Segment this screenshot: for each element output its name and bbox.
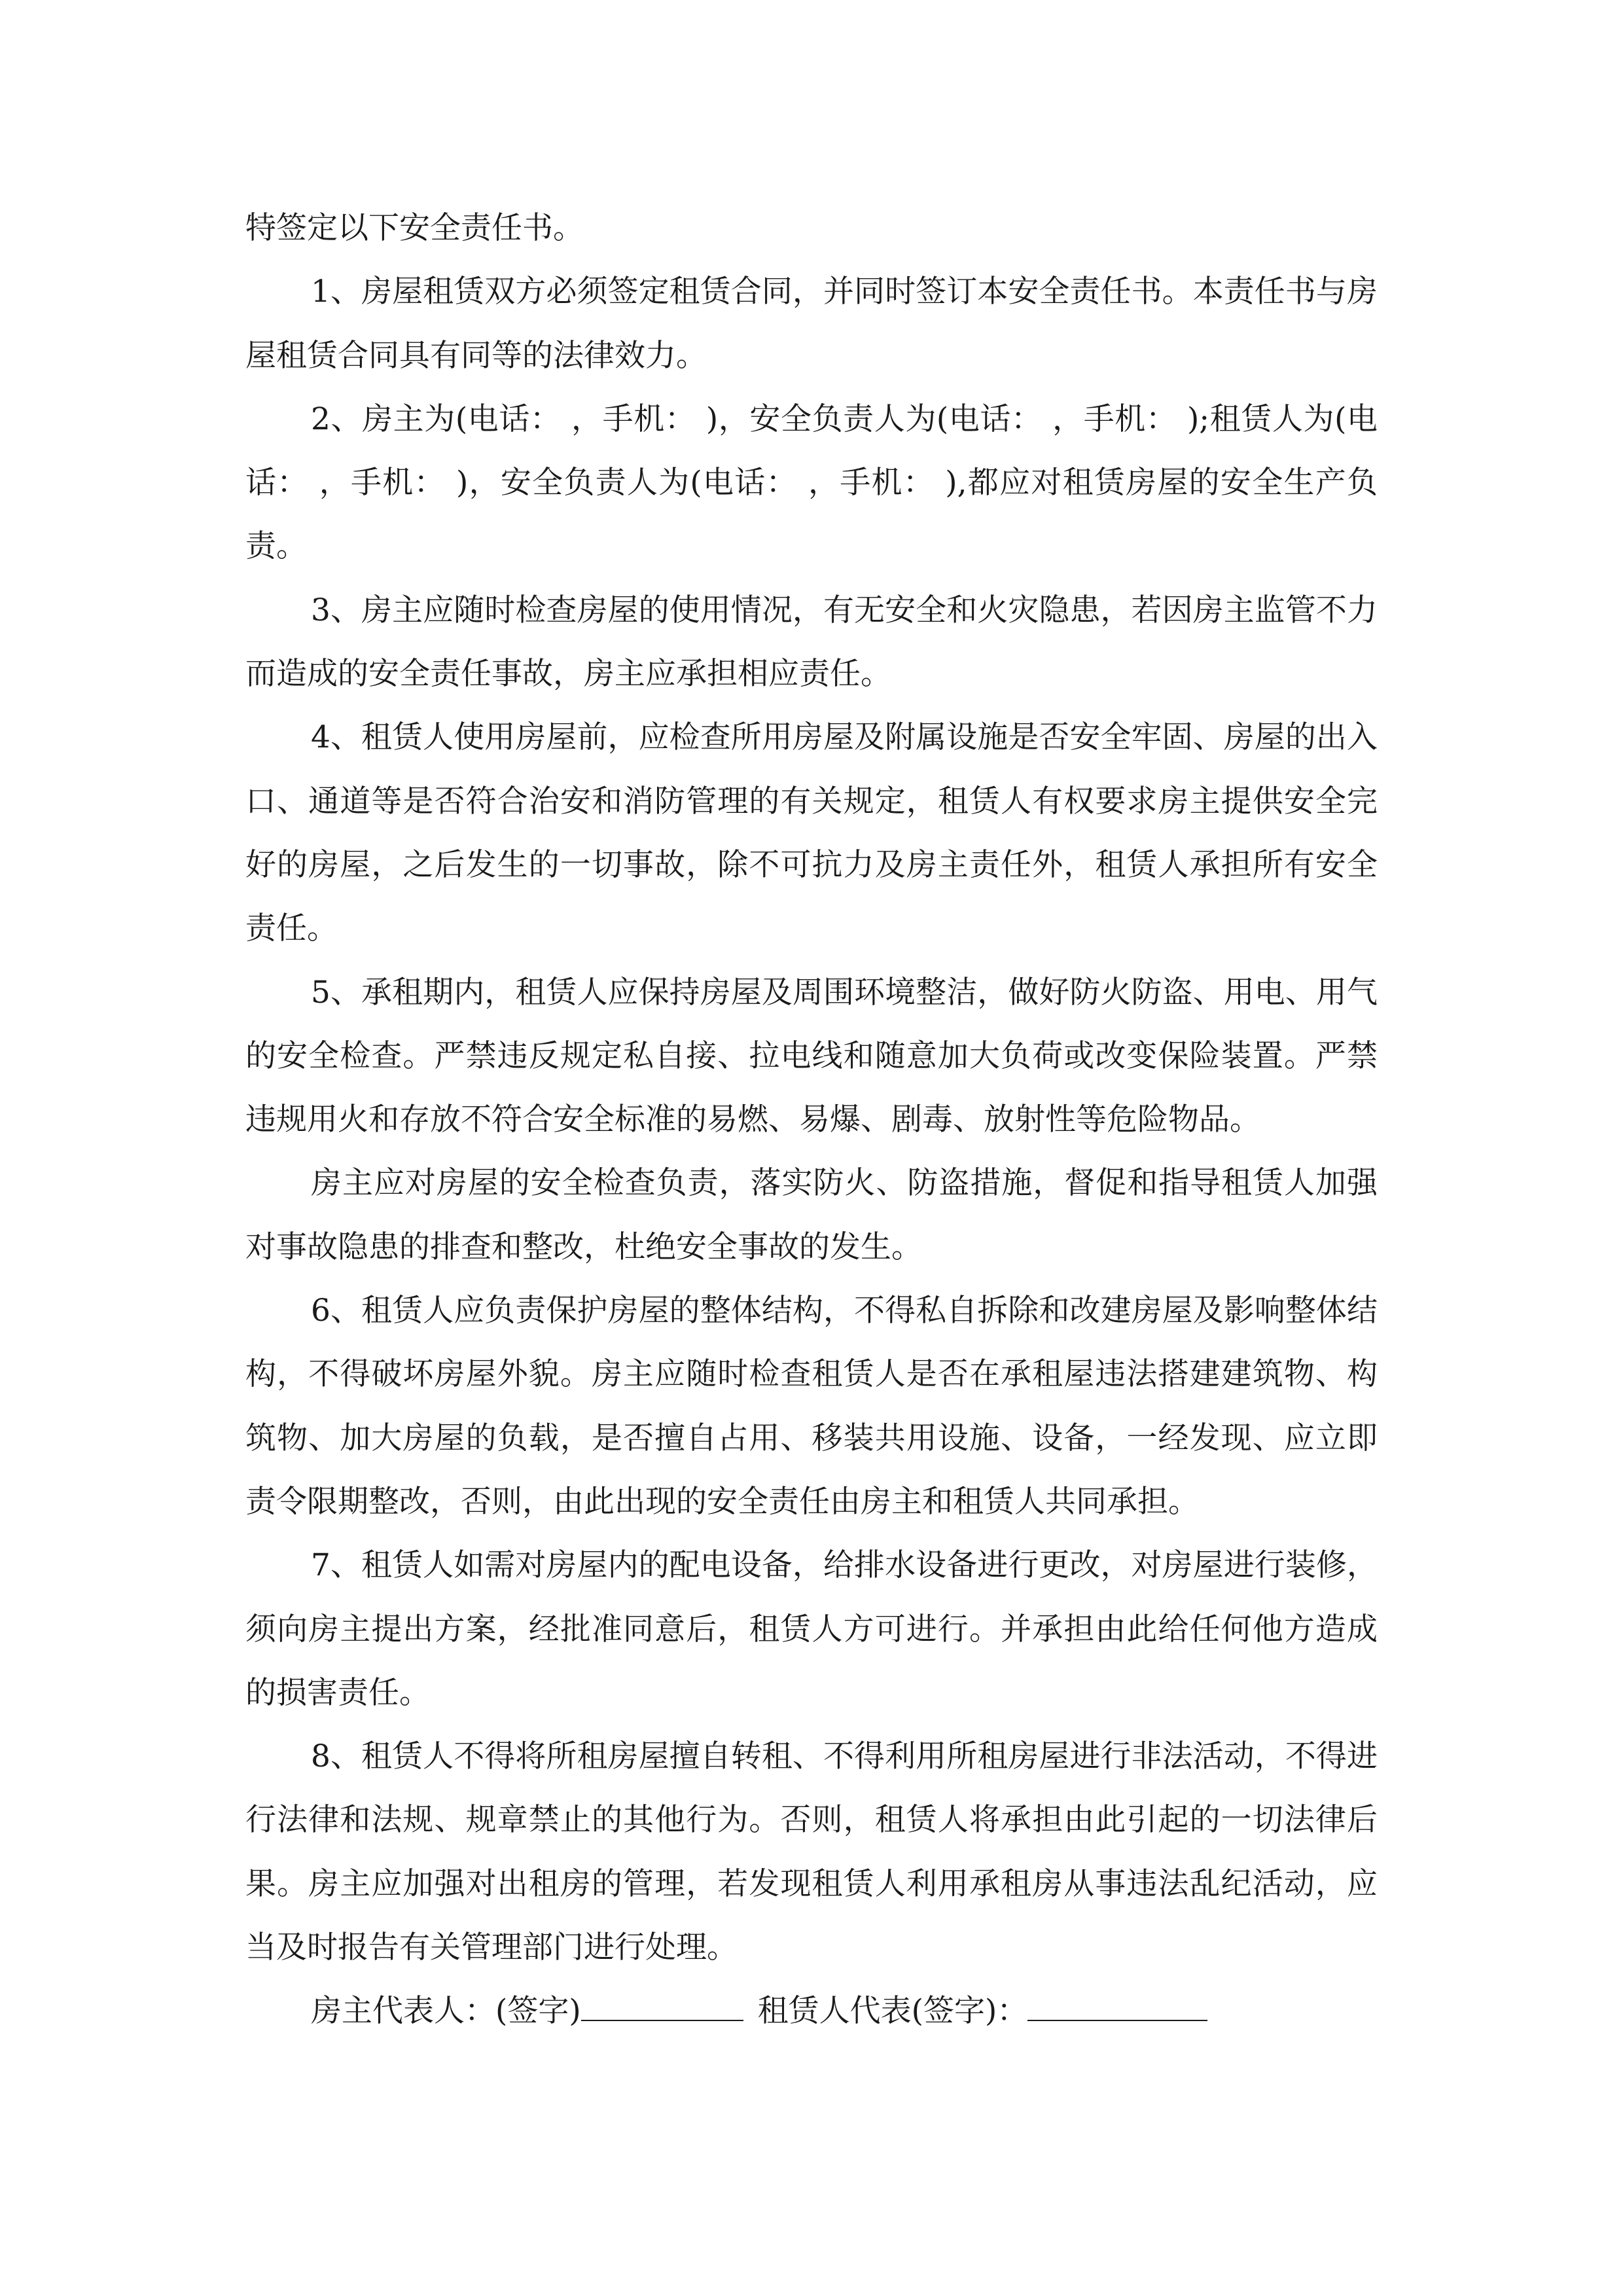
- signature-line: [245, 1979, 1378, 2043]
- paragraph-clause-2: 2、房主为(电话： ，手机： )，安全负责人为(电话： ，手机： );租赁人为(电话： ，手机： )，安全负责人为(电话： ，手机： ),都应对租赁房屋的安全生产负责。: [245, 401, 1378, 565]
- paragraph-intro: 特签定以下安全责任书。: [245, 210, 584, 246]
- tenant-signature-blank: [1027, 2019, 1207, 2021]
- tenant-signature-label: 租赁人代表(签字)：: [757, 1993, 1028, 2030]
- paragraph-clause-6: 6、租赁人应负责保护房屋的整体结构，不得私自拆除和改建房屋及影响整体结构，不得破坏房屋外貌。房主应随时检查租赁人是否在承租屋违法搭建建筑物、构筑物、加大房屋的负载，是否擅自占用、移装共用设施、设备，一经发现、应立即责令限期整改，否则，由此出现的安全责任由房主和租赁人共同承担。: [245, 1293, 1378, 1520]
- paragraph-clause-8: 8、租赁人不得将所租房屋擅自转租、不得利用所租房屋进行非法活动，不得进行法律和法规、规章禁止的其他行为。否则，租赁人将承担由此引起的一切法律后果。房主应加强对出租房的管理，若发现租赁人利用承租房从事违法乱纪活动，应当及时报告有关管理部门进行处理。: [245, 1738, 1378, 1966]
- document-page: [245, 196, 1378, 2043]
- landlord-signature-label: 房主代表人：(签字): [311, 1993, 581, 2030]
- paragraph-landlord-duty: 房主应对房屋的安全检查负责，落实防火、防盗措施，督促和指导租赁人加强对事故隐患的排查和整改，杜绝安全事故的发生。: [245, 1165, 1378, 1265]
- paragraph-clause-5: 5、承租期内，租赁人应保持房屋及周围环境整洁，做好防火防盗、用电、用气的安全检查。严禁违反规定私自接、拉电线和随意加大负荷或改变保险装置。严禁违规用火和存放不符合安全标准的易燃、易爆、剧毒、放射性等危险物品。: [245, 974, 1378, 1138]
- paragraph-clause-4: 4、租赁人使用房屋前，应检查所用房屋及附属设施是否安全牢固、房屋的出入口、通道等是否符合治安和消防管理的有关规定，租赁人有权要求房主提供安全完好的房屋，之后发生的一切事故，除不可抗力及房主责任外，租赁人承担所有安全责任。: [245, 719, 1378, 947]
- paragraph-clause-3: 3、房主应随时检查房屋的使用情况，有无安全和火灾隐患，若因房主监管不力而造成的安全责任事故，房主应承担相应责任。: [245, 592, 1378, 692]
- paragraph-clause-1: 1、房屋租赁双方必须签定租赁合同，并同时签订本安全责任书。本责任书与房屋租赁合同具有同等的法律效力。: [245, 274, 1378, 374]
- paragraph-clause-7: 7、租赁人如需对房屋内的配电设备，给排水设备进行更改，对房屋进行装修，须向房主提出方案，经批准同意后，租赁人方可进行。并承担由此给任何他方造成的损害责任。: [245, 1547, 1378, 1711]
- landlord-signature-blank: [581, 2019, 743, 2021]
